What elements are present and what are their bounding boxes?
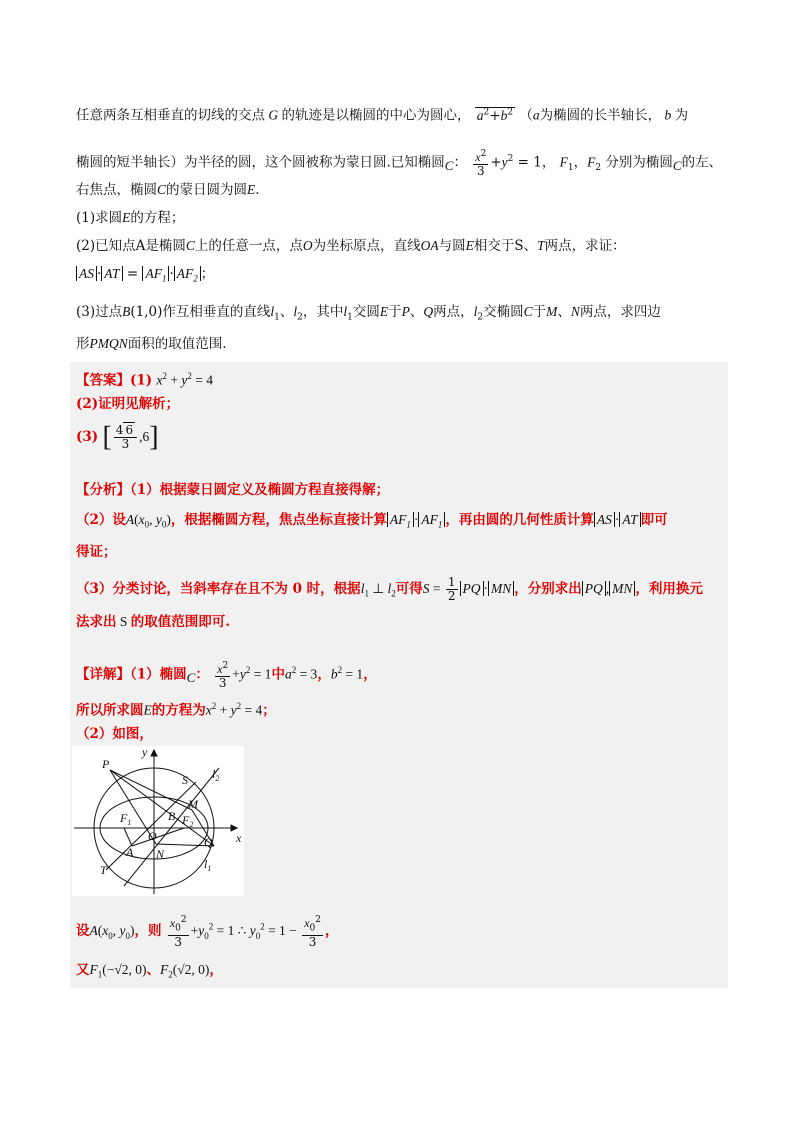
detail-line-5: 又$F_1(-√2$, 0)、$F_2(√2$, 0)， <box>76 962 223 980</box>
text: （1）椭圆 <box>130 666 187 683</box>
question-3: (3)过点B(1,0)作互相垂直的直线$l_1$、$l_2$，其中$l_1$交圆E于P、Q两点，$l_2$交椭圆C于M、N两点，求四边 <box>76 304 661 323</box>
analysis-line-4: （3）分类讨论，当斜率存在且不为 0 时，根据$l_1$ ⊥ $l_2$可得S = $\frac{1}{2}$ PQ · MN ，分别求出 PQ , MN ，利用换元 <box>76 575 703 603</box>
label-n: N <box>156 847 165 861</box>
text: (1)求圆 <box>76 210 123 226</box>
text: 右焦点，椭圆 <box>76 182 157 198</box>
problem-line-1: 任意两条互相垂直的切线的交点 G 的轨迹是以椭圆的中心为圆心， $a^2+b^2$ （a为椭圆的长半轴长， b 为 <box>76 107 689 124</box>
geometry-figure <box>72 746 244 896</box>
label-l1 <box>204 857 211 873</box>
label-f1-sub: 1 <box>127 818 132 827</box>
label-t: T <box>100 863 107 877</box>
text: 作互相垂直的直线 <box>162 304 271 320</box>
text: 与圆 <box>438 238 466 254</box>
text: ，其中 <box>302 304 344 320</box>
label-b: B <box>168 809 176 823</box>
text: (3)过点 <box>76 304 123 320</box>
text: 相交于S、 <box>473 238 538 254</box>
text: （ <box>519 107 533 124</box>
question-2: (2)已知点A是椭圆C上的任意一点，点O为坐标原点，直线OA与圆E相交于S、T两点，求证： <box>76 238 626 254</box>
problem-line-2: 椭圆的短半轴长）为半径的圆，这个圆被称为蒙日圆.已知椭圆$_C$： $\frac{x^2}{3}$ $+y^2 = 1$， $F_1$，$F_2$ 分别为椭圆$_C$的左、 <box>76 149 723 178</box>
text: ， <box>573 154 588 171</box>
text: 两点，求四边 <box>579 304 661 320</box>
text: 交椭圆 <box>483 304 524 320</box>
answer-line-1: 【答案】(1) $x^2 + y^2 = 4$ <box>76 371 213 389</box>
text: 的取值范围即可. <box>130 614 230 630</box>
problem-line-3: 右焦点，椭圆C的蒙日圆为圆E. <box>76 182 260 198</box>
label-f1-main: F <box>120 811 128 825</box>
label-a: A <box>126 845 134 859</box>
label-s: S <box>182 773 188 787</box>
y-axis-arrow <box>151 750 157 756</box>
label-o: O <box>148 829 157 843</box>
label-f2 <box>181 813 193 829</box>
text: ，利用换元 <box>635 581 703 597</box>
text: ，则 <box>134 923 162 940</box>
answer-line-2 <box>76 394 179 414</box>
text: 形 <box>76 336 90 352</box>
text: ， <box>209 962 223 978</box>
edge-f1a <box>124 828 132 846</box>
text: 得证； <box>76 544 117 560</box>
text: 即可 <box>640 512 668 528</box>
detail-line-3 <box>76 724 153 744</box>
label-f2-main: F <box>182 813 190 827</box>
label-l1-main: l <box>204 857 208 871</box>
text: 面积的取值范围. <box>127 336 227 352</box>
text: (2)证明见解析； <box>76 396 180 412</box>
text: 法求出 <box>76 614 117 630</box>
text: 于 <box>388 304 402 320</box>
text: 于 <box>532 304 547 320</box>
text: ，根据椭圆方程，焦点坐标直接计算 <box>170 512 387 528</box>
text: （2）如图， <box>76 726 153 742</box>
text: （3）分类讨论，当斜率存在且不为 0 时，根据 <box>76 581 361 597</box>
question-2-formula: AS · AT = $AF_1 \cdot AF_2$ ； <box>76 264 214 289</box>
question-1: (1)求圆E的方程； <box>76 210 185 226</box>
label-p: P <box>102 757 110 771</box>
text: 中 <box>271 666 285 683</box>
line-l1 <box>110 770 214 846</box>
text: (2)已知点A是椭圆 <box>76 238 186 254</box>
text: 的左、 <box>681 154 723 171</box>
analysis-line-2: （2）设$A(x_0$, $y_0$)，根据椭圆方程，焦点坐标直接计算 $AF_1 \cdot AF_1$ ，再由圆的几何性质计算 AS · AT 即可 <box>76 512 668 530</box>
answer-label: 【答案】 <box>76 372 130 389</box>
text: 又 <box>76 962 90 978</box>
text: ， <box>541 154 556 171</box>
label-f2-sub: 2 <box>189 820 194 829</box>
text: 为 <box>674 107 689 124</box>
analysis-line-3 <box>76 542 117 562</box>
text: ： <box>195 666 209 683</box>
text: 设 <box>76 923 90 940</box>
text: 可得 <box>395 581 423 597</box>
text: 两点，求证： <box>544 238 626 254</box>
text: 分别为椭圆 <box>605 154 673 171</box>
text: 任意两条互相垂直的切线的交点 <box>76 107 265 124</box>
text: ，再由圆的几何性质计算 <box>445 512 594 528</box>
text: 椭圆的短半轴长）为半径的圆，这个圆被称为蒙日圆.已知椭圆 <box>76 154 445 171</box>
text: 的蒙日圆为圆 <box>166 182 248 198</box>
text: ，分别求出 <box>514 581 582 597</box>
text: (3) <box>76 429 99 445</box>
detail-line-1: 【详解】（1）椭圆$_C$： $\frac{x^2}{3}$ $+y^2 = 1$中$a^2 = 3$，$b^2 = 1$， <box>76 661 377 690</box>
text: 为椭圆的长半轴长， <box>539 107 662 124</box>
text: （1）根据蒙日圆定义及椭圆方程直接得解； <box>130 482 390 498</box>
text: (1) <box>130 372 153 389</box>
answer-line-3: (3) [ $\frac{4 6}{3}$ ,6] <box>76 421 159 453</box>
figure-svg <box>72 746 244 896</box>
label-x: x <box>236 831 242 845</box>
text: 的方程； <box>130 210 185 226</box>
label-f1 <box>119 811 131 827</box>
label-m: M <box>188 797 198 811</box>
label-l2-sub: 2 <box>215 774 220 783</box>
label-l1-sub: 1 <box>207 864 212 873</box>
analysis-line-5: 法求出 S 的取值范围即可. <box>76 614 230 630</box>
text: ， <box>324 923 339 940</box>
text: 两点， <box>433 304 474 320</box>
text: 为坐标原点，直线 <box>312 238 421 254</box>
detail-line-2: 所以所求圆E的方程为$x^2 + y^2 = 4$； <box>76 701 276 719</box>
label-q: Q <box>204 835 213 849</box>
label-y: y <box>142 746 148 759</box>
text: 的方程为 <box>151 702 206 719</box>
label-l2-main: l <box>212 767 216 781</box>
text: 的轨迹是以椭圆的中心为圆心， <box>281 107 471 124</box>
text: 、 <box>146 962 161 978</box>
question-3-cont: 形PMQN面积的取值范围. <box>76 336 227 352</box>
analysis-line-1 <box>76 480 389 500</box>
detail-label: 【详解】 <box>76 666 130 683</box>
text: （2）设 <box>76 512 126 528</box>
text: 交圆 <box>352 304 380 320</box>
analysis-label: 【分析】 <box>76 482 130 498</box>
detail-line-4: 设$A(x_0$, $y_0$)，则 $\frac{x_0^2}{3}$ $+y_0^2 = 1$ ∴ $y_0^2 = 1$ − $\frac{x_0^2}{3}$ ， <box>76 915 339 950</box>
text: 所以所求圆 <box>76 702 144 719</box>
text: 上的任意一点，点 <box>194 238 303 254</box>
text: ： <box>453 154 467 171</box>
